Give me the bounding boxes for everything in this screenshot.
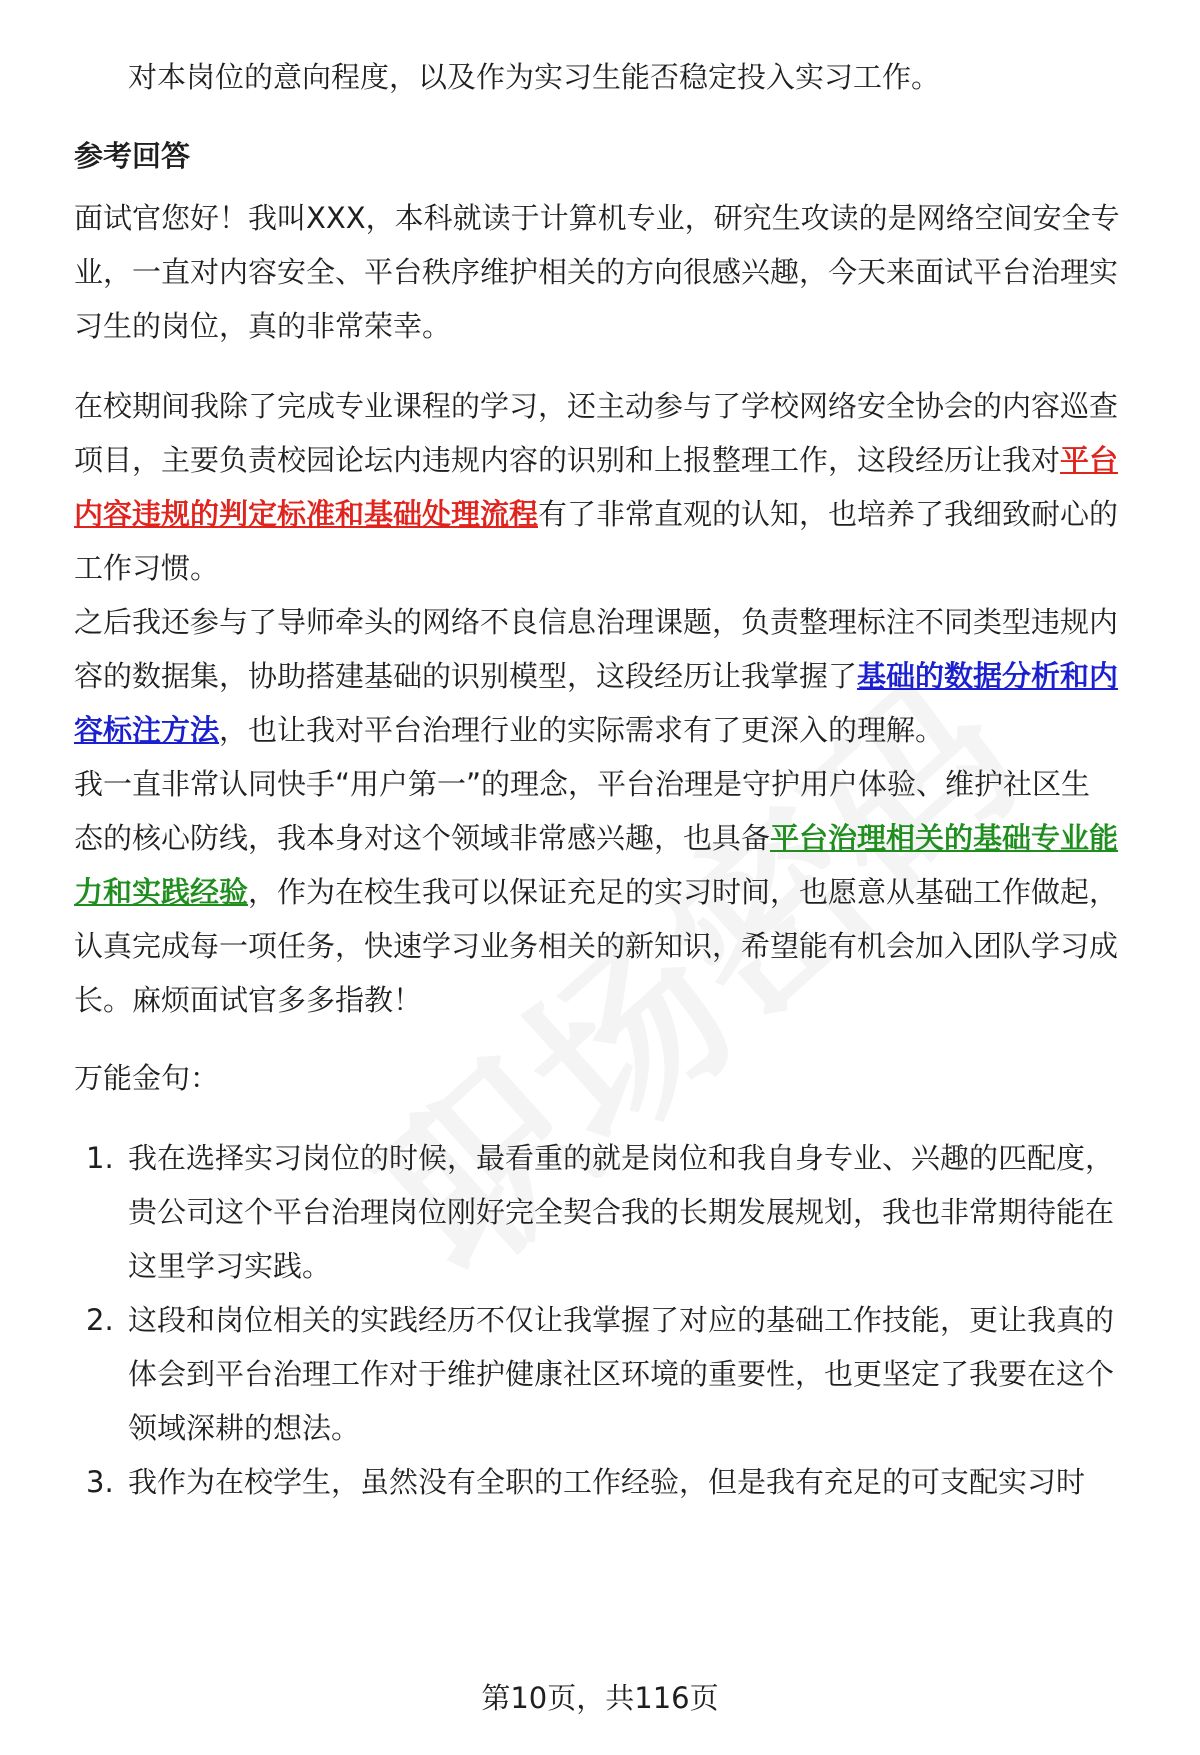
list-number: 2.: [86, 1303, 114, 1337]
list-item-line: 这里学习实践。: [128, 1249, 332, 1283]
p1-line: 业，一直对内容安全、平台秩序维护相关的方向很感兴趣，今天来面试平台治理实: [74, 255, 1119, 289]
p2-text: 项目，主要负责校园论坛内违规内容的识别和上报整理工作，这段经历让我对: [74, 443, 1061, 477]
golden-label: 万能金句：: [74, 1061, 220, 1095]
p3-line: 之后我还参与了导师牵头的网络不良信息治理课题，负责整理标注不同类型违规内: [74, 605, 1119, 639]
list-item-line: 我作为在校学生，虽然没有全职的工作经验，但是我有充足的可支配实习时: [128, 1465, 1086, 1499]
list-item-line: 领域深耕的想法。: [128, 1411, 361, 1445]
p2-line: 工作习惯。: [74, 551, 220, 585]
p4-line: 长。麻烦面试官多多指教！: [74, 983, 423, 1017]
p2-text: 有了非常直观的认知，也培养了我细致耐心的: [538, 497, 1119, 531]
p2-line: [74, 494, 1118, 534]
list-item-line: 体会到平台治理工作对于维护健康社区环境的重要性，也更坚定了我要在这个: [128, 1357, 1115, 1391]
highlight-blue: 容标注方法: [74, 713, 220, 747]
list-item-line: 贵公司这个平台治理岗位刚好完全契合我的长期发展规划，我也非常期待能在: [128, 1195, 1115, 1229]
highlight-blue: 基础的数据分析和内: [857, 659, 1119, 693]
p4-text: 态的核心防线，我本身对这个领域非常感兴趣，也具备: [74, 821, 771, 855]
p3-text: 容的数据集，协助搭建基础的识别模型，这段经历让我掌握了: [74, 659, 858, 693]
p2-line: 在校期间我除了完成专业课程的学习，还主动参与了学校网络安全协会的内容巡查: [74, 389, 1119, 423]
section-heading: 参考回答: [74, 139, 191, 173]
p4-text: ，作为在校生我可以保证充足的实习时间，也愿意从基础工作做起，: [248, 875, 1119, 909]
list-item-line: 这段和岗位相关的实践经历不仅让我掌握了对应的基础工作技能，更让我真的: [128, 1303, 1115, 1337]
p4-line: [74, 818, 1118, 858]
highlight-red: 平台: [1060, 443, 1119, 477]
list-item-line: 我在选择实习岗位的时候，最看重的就是岗位和我自身专业、兴趣的匹配度，: [128, 1141, 1115, 1175]
highlight-red: 内容违规的判定标准和基础处理流程: [74, 497, 539, 531]
highlight-green: 平台治理相关的基础专业能: [770, 821, 1119, 855]
list-number: 1.: [86, 1141, 114, 1175]
p3-line: [74, 656, 1118, 696]
p4-line: 认真完成每一项任务，快速学习业务相关的新知识，希望能有机会加入团队学习成: [74, 929, 1119, 963]
p3-line: [74, 710, 944, 750]
p1-line: 面试官您好！我叫XXX，本科就读于计算机专业，研究生攻读的是网络空间安全专: [74, 201, 1120, 235]
highlight-green: 力和实践经验: [74, 875, 249, 909]
p4-line: [74, 872, 1118, 912]
p1-line: 习生的岗位，真的非常荣幸。: [74, 309, 452, 343]
p2-line: [74, 440, 1118, 480]
page-footer: 第10页，共116页: [481, 1681, 719, 1715]
p4-line: 我一直非常认同快手“用户第一”的理念，平台治理是守护用户体验、维护社区生: [74, 767, 1091, 801]
list-number: 3.: [86, 1465, 114, 1499]
p3-text: ，也让我对平台治理行业的实际需求有了更深入的理解。: [219, 713, 945, 747]
intro-tail: 对本岗位的意向程度，以及作为实习生能否稳定投入实习工作。: [128, 60, 941, 94]
